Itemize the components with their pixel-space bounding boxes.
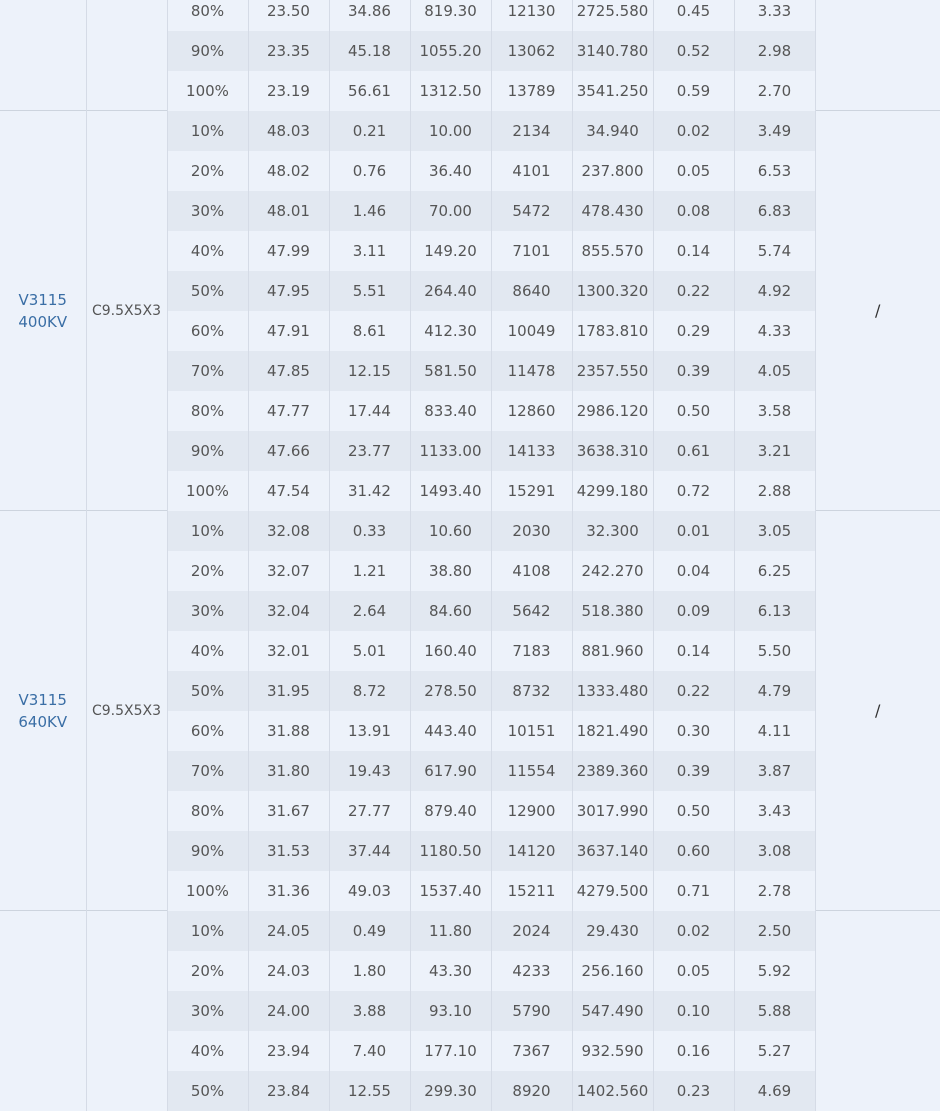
voltage-cell: 47.91 [248, 311, 329, 351]
power-cell: 412.30 [410, 311, 491, 351]
current-cell: 12.55 [329, 1071, 410, 1111]
efficiency-cell: 4.69 [734, 1071, 815, 1111]
current-cell: 37.44 [329, 831, 410, 871]
remark-cell [815, 0, 940, 111]
current-cell: 0.21 [329, 111, 410, 151]
rpm-cell: 10151 [491, 711, 572, 751]
efficiency-cell: 5.74 [734, 231, 815, 271]
thrust-cell: 855.570 [572, 231, 653, 271]
voltage-cell: 32.04 [248, 591, 329, 631]
voltage-cell: 24.03 [248, 951, 329, 991]
voltage-cell: 47.85 [248, 351, 329, 391]
current-cell: 31.42 [329, 471, 410, 511]
efficiency-cell: 3.87 [734, 751, 815, 791]
current-cell: 5.01 [329, 631, 410, 671]
throttle-cell: 100% [167, 471, 248, 511]
throttle-cell: 40% [167, 1031, 248, 1071]
power-cell: 38.80 [410, 551, 491, 591]
table-row [0, 0, 940, 31]
throttle-cell: 70% [167, 351, 248, 391]
voltage-cell: 47.54 [248, 471, 329, 511]
torque-cell: 0.08 [653, 191, 734, 231]
throttle-cell: 100% [167, 871, 248, 911]
thrust-cell: 32.300 [572, 511, 653, 551]
motor-model-cell [0, 111, 86, 511]
remark-cell: / [815, 511, 940, 911]
rpm-cell: 7367 [491, 1031, 572, 1071]
throttle-cell: 20% [167, 951, 248, 991]
throttle-cell: 90% [167, 831, 248, 871]
current-cell: 8.61 [329, 311, 410, 351]
throttle-cell: 30% [167, 191, 248, 231]
power-cell: 149.20 [410, 231, 491, 271]
power-cell: 43.30 [410, 951, 491, 991]
torque-cell: 0.30 [653, 711, 734, 751]
rpm-cell: 8920 [491, 1071, 572, 1111]
rpm-cell: 7183 [491, 631, 572, 671]
thrust-cell: 518.380 [572, 591, 653, 631]
voltage-cell: 48.03 [248, 111, 329, 151]
efficiency-cell: 3.33 [734, 0, 815, 31]
thrust-cell: 1783.810 [572, 311, 653, 351]
motor-model-text: 640KV [18, 712, 68, 731]
current-cell: 7.40 [329, 1031, 410, 1071]
efficiency-cell: 4.92 [734, 271, 815, 311]
efficiency-cell: 3.08 [734, 831, 815, 871]
power-cell: 299.30 [410, 1071, 491, 1111]
thrust-cell: 3637.140 [572, 831, 653, 871]
current-cell: 0.33 [329, 511, 410, 551]
torque-cell: 0.50 [653, 391, 734, 431]
throttle-cell: 60% [167, 711, 248, 751]
power-cell: 11.80 [410, 911, 491, 951]
current-cell: 0.49 [329, 911, 410, 951]
power-cell: 160.40 [410, 631, 491, 671]
efficiency-cell: 3.05 [734, 511, 815, 551]
voltage-cell: 23.94 [248, 1031, 329, 1071]
thrust-cell: 4299.180 [572, 471, 653, 511]
efficiency-cell: 4.05 [734, 351, 815, 391]
throttle-cell: 50% [167, 671, 248, 711]
throttle-cell: 70% [167, 751, 248, 791]
motor-model-text: V3115 [18, 690, 67, 709]
thrust-cell: 932.590 [572, 1031, 653, 1071]
rpm-cell: 5642 [491, 591, 572, 631]
thrust-cell: 1402.560 [572, 1071, 653, 1111]
current-cell: 49.03 [329, 871, 410, 911]
thrust-cell: 1300.320 [572, 271, 653, 311]
torque-cell: 0.05 [653, 151, 734, 191]
motor-model-text: V3115 [18, 290, 67, 309]
rpm-cell: 4108 [491, 551, 572, 591]
voltage-cell: 32.08 [248, 511, 329, 551]
throttle-cell: 10% [167, 911, 248, 951]
torque-cell: 0.39 [653, 351, 734, 391]
thrust-cell: 3140.780 [572, 31, 653, 71]
power-cell: 84.60 [410, 591, 491, 631]
throttle-cell: 80% [167, 0, 248, 31]
power-cell: 177.10 [410, 1031, 491, 1071]
torque-cell: 0.09 [653, 591, 734, 631]
torque-cell: 0.59 [653, 71, 734, 111]
power-cell: 93.10 [410, 991, 491, 1031]
voltage-cell: 31.95 [248, 671, 329, 711]
throttle-cell: 90% [167, 431, 248, 471]
voltage-cell: 31.36 [248, 871, 329, 911]
efficiency-cell: 3.43 [734, 791, 815, 831]
power-cell: 70.00 [410, 191, 491, 231]
rpm-cell: 4101 [491, 151, 572, 191]
rpm-cell: 2134 [491, 111, 572, 151]
voltage-cell: 31.88 [248, 711, 329, 751]
table-row [0, 111, 940, 151]
power-cell: 36.40 [410, 151, 491, 191]
power-cell: 581.50 [410, 351, 491, 391]
voltage-cell: 47.95 [248, 271, 329, 311]
rpm-cell: 13789 [491, 71, 572, 111]
rpm-cell: 12900 [491, 791, 572, 831]
rpm-cell: 10049 [491, 311, 572, 351]
torque-cell: 0.22 [653, 271, 734, 311]
throttle-cell: 50% [167, 271, 248, 311]
power-cell: 278.50 [410, 671, 491, 711]
current-cell: 56.61 [329, 71, 410, 111]
current-cell: 34.86 [329, 0, 410, 31]
throttle-cell: 100% [167, 71, 248, 111]
voltage-cell: 31.80 [248, 751, 329, 791]
efficiency-cell: 2.78 [734, 871, 815, 911]
throttle-cell: 50% [167, 1071, 248, 1111]
torque-cell: 0.61 [653, 431, 734, 471]
rpm-cell: 11554 [491, 751, 572, 791]
torque-cell: 0.14 [653, 231, 734, 271]
thrust-cell: 1333.480 [572, 671, 653, 711]
throttle-cell: 80% [167, 391, 248, 431]
torque-cell: 0.45 [653, 0, 734, 31]
voltage-cell: 23.19 [248, 71, 329, 111]
magnet-spec-cell: C9.5X5X3 [86, 511, 167, 911]
thrust-cell: 29.430 [572, 911, 653, 951]
voltage-cell: 48.01 [248, 191, 329, 231]
efficiency-cell: 4.11 [734, 711, 815, 751]
rpm-cell: 8640 [491, 271, 572, 311]
remark-cell [815, 911, 940, 1111]
thrust-cell: 2357.550 [572, 351, 653, 391]
magnet-spec-cell [86, 0, 167, 111]
power-cell: 819.30 [410, 0, 491, 31]
rpm-cell: 7101 [491, 231, 572, 271]
torque-cell: 0.22 [653, 671, 734, 711]
power-cell: 1133.00 [410, 431, 491, 471]
voltage-cell: 24.05 [248, 911, 329, 951]
power-cell: 1180.50 [410, 831, 491, 871]
table-row [0, 511, 940, 551]
table-row [0, 911, 940, 951]
current-cell: 1.46 [329, 191, 410, 231]
torque-cell: 0.05 [653, 951, 734, 991]
rpm-cell: 13062 [491, 31, 572, 71]
torque-cell: 0.16 [653, 1031, 734, 1071]
rpm-cell: 14133 [491, 431, 572, 471]
power-cell: 10.60 [410, 511, 491, 551]
efficiency-cell: 5.92 [734, 951, 815, 991]
power-cell: 879.40 [410, 791, 491, 831]
current-cell: 3.11 [329, 231, 410, 271]
remark-cell: / [815, 111, 940, 511]
power-cell: 443.40 [410, 711, 491, 751]
current-cell: 1.80 [329, 951, 410, 991]
magnet-spec-cell: C9.5X5X3 [86, 111, 167, 511]
thrust-cell: 3541.250 [572, 71, 653, 111]
rpm-cell: 4233 [491, 951, 572, 991]
torque-cell: 0.04 [653, 551, 734, 591]
voltage-cell: 24.00 [248, 991, 329, 1031]
rpm-cell: 15211 [491, 871, 572, 911]
current-cell: 2.64 [329, 591, 410, 631]
rpm-cell: 2030 [491, 511, 572, 551]
torque-cell: 0.14 [653, 631, 734, 671]
power-cell: 1312.50 [410, 71, 491, 111]
current-cell: 3.88 [329, 991, 410, 1031]
voltage-cell: 32.07 [248, 551, 329, 591]
motor-model-cell [0, 0, 86, 111]
rpm-cell: 5790 [491, 991, 572, 1031]
throttle-cell: 90% [167, 31, 248, 71]
thrust-cell: 3638.310 [572, 431, 653, 471]
current-cell: 19.43 [329, 751, 410, 791]
thrust-cell: 2725.580 [572, 0, 653, 31]
throttle-cell: 60% [167, 311, 248, 351]
thrust-cell: 478.430 [572, 191, 653, 231]
efficiency-cell: 3.58 [734, 391, 815, 431]
thrust-cell: 881.960 [572, 631, 653, 671]
power-cell: 264.40 [410, 271, 491, 311]
efficiency-cell: 5.50 [734, 631, 815, 671]
rpm-cell: 12860 [491, 391, 572, 431]
torque-cell: 0.23 [653, 1071, 734, 1111]
thrust-cell: 1821.490 [572, 711, 653, 751]
power-cell: 1493.40 [410, 471, 491, 511]
thrust-cell: 256.160 [572, 951, 653, 991]
current-cell: 27.77 [329, 791, 410, 831]
efficiency-cell: 6.13 [734, 591, 815, 631]
efficiency-cell: 2.70 [734, 71, 815, 111]
voltage-cell: 47.77 [248, 391, 329, 431]
rpm-cell: 5472 [491, 191, 572, 231]
thrust-cell: 3017.990 [572, 791, 653, 831]
efficiency-cell: 3.21 [734, 431, 815, 471]
rpm-cell: 8732 [491, 671, 572, 711]
throttle-cell: 30% [167, 591, 248, 631]
rpm-cell: 12130 [491, 0, 572, 31]
current-cell: 13.91 [329, 711, 410, 751]
throttle-cell: 10% [167, 111, 248, 151]
thrust-cell: 237.800 [572, 151, 653, 191]
efficiency-cell: 2.88 [734, 471, 815, 511]
thrust-cell: 34.940 [572, 111, 653, 151]
thrust-cell: 242.270 [572, 551, 653, 591]
current-cell: 45.18 [329, 31, 410, 71]
efficiency-cell: 5.88 [734, 991, 815, 1031]
current-cell: 1.21 [329, 551, 410, 591]
current-cell: 0.76 [329, 151, 410, 191]
efficiency-cell: 6.25 [734, 551, 815, 591]
torque-cell: 0.29 [653, 311, 734, 351]
voltage-cell: 23.35 [248, 31, 329, 71]
current-cell: 23.77 [329, 431, 410, 471]
efficiency-cell: 2.50 [734, 911, 815, 951]
power-cell: 1537.40 [410, 871, 491, 911]
thrust-cell: 4279.500 [572, 871, 653, 911]
efficiency-cell: 3.49 [734, 111, 815, 151]
voltage-cell: 48.02 [248, 151, 329, 191]
magnet-spec-cell [86, 911, 167, 1111]
throttle-cell: 10% [167, 511, 248, 551]
torque-cell: 0.02 [653, 111, 734, 151]
torque-cell: 0.50 [653, 791, 734, 831]
power-cell: 10.00 [410, 111, 491, 151]
current-cell: 5.51 [329, 271, 410, 311]
throttle-cell: 30% [167, 991, 248, 1031]
current-cell: 8.72 [329, 671, 410, 711]
power-cell: 617.90 [410, 751, 491, 791]
efficiency-cell: 2.98 [734, 31, 815, 71]
rpm-cell: 11478 [491, 351, 572, 391]
torque-cell: 0.72 [653, 471, 734, 511]
throttle-cell: 80% [167, 791, 248, 831]
voltage-cell: 31.53 [248, 831, 329, 871]
torque-cell: 0.10 [653, 991, 734, 1031]
torque-cell: 0.52 [653, 31, 734, 71]
rpm-cell: 15291 [491, 471, 572, 511]
thrust-cell: 2986.120 [572, 391, 653, 431]
voltage-cell: 47.66 [248, 431, 329, 471]
torque-cell: 0.02 [653, 911, 734, 951]
thrust-cell: 547.490 [572, 991, 653, 1031]
throttle-cell: 40% [167, 631, 248, 671]
efficiency-cell: 4.79 [734, 671, 815, 711]
motor-model-cell [0, 511, 86, 911]
torque-cell: 0.60 [653, 831, 734, 871]
efficiency-cell: 5.27 [734, 1031, 815, 1071]
thrust-cell: 2389.360 [572, 751, 653, 791]
throttle-cell: 20% [167, 551, 248, 591]
motor-model-cell [0, 911, 86, 1111]
rpm-cell: 14120 [491, 831, 572, 871]
power-cell: 833.40 [410, 391, 491, 431]
current-cell: 12.15 [329, 351, 410, 391]
efficiency-cell: 6.53 [734, 151, 815, 191]
voltage-cell: 31.67 [248, 791, 329, 831]
voltage-cell: 32.01 [248, 631, 329, 671]
torque-cell: 0.01 [653, 511, 734, 551]
power-cell: 1055.20 [410, 31, 491, 71]
current-cell: 17.44 [329, 391, 410, 431]
efficiency-cell: 4.33 [734, 311, 815, 351]
throttle-cell: 40% [167, 231, 248, 271]
torque-cell: 0.71 [653, 871, 734, 911]
voltage-cell: 23.50 [248, 0, 329, 31]
voltage-cell: 47.99 [248, 231, 329, 271]
torque-cell: 0.39 [653, 751, 734, 791]
voltage-cell: 23.84 [248, 1071, 329, 1111]
rpm-cell: 2024 [491, 911, 572, 951]
motor-model-text: 400KV [18, 312, 68, 331]
efficiency-cell: 6.83 [734, 191, 815, 231]
throttle-cell: 20% [167, 151, 248, 191]
